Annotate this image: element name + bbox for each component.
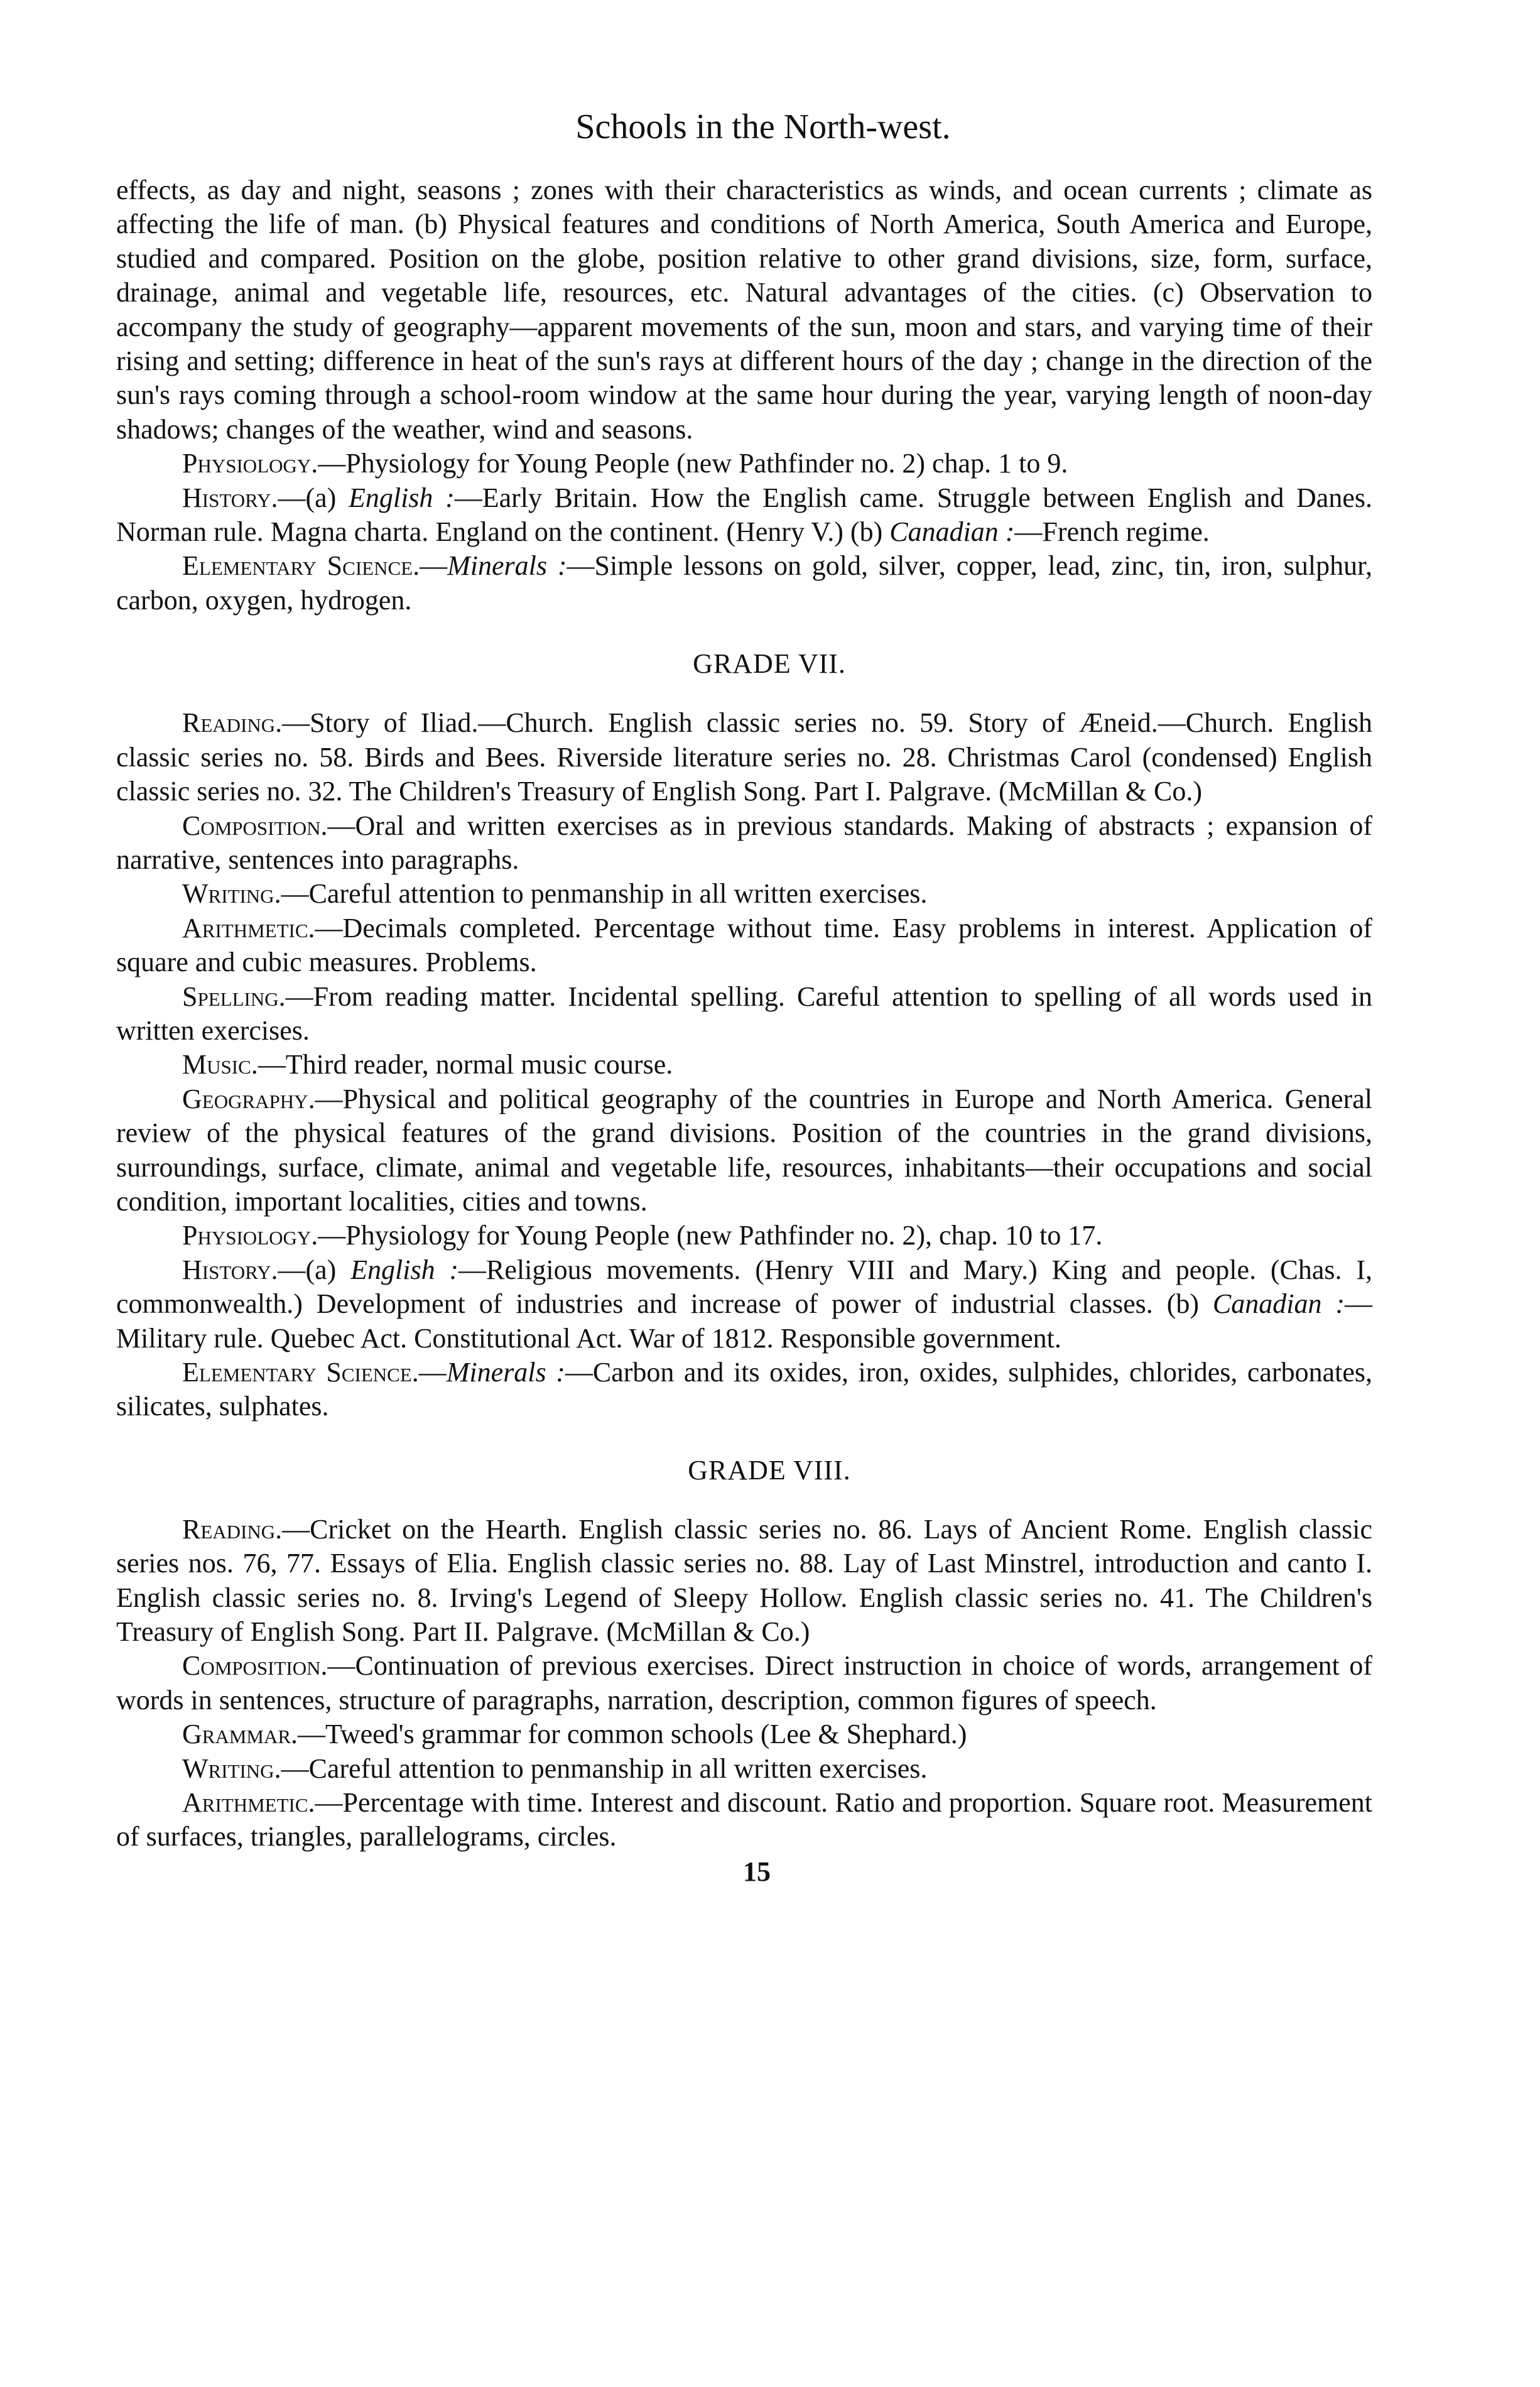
grade7-science: Elementary Science.—Minerals :—Carbon and its oxides, iron, oxides, sulphides, chlorides, carbonates, silicates, sulphates. xyxy=(116,1357,1372,1422)
grade-vii-heading: GRADE VII. xyxy=(693,648,846,680)
grade7-physiology: Physiology.—Physiology for Young People (new Pathfinder no. 2), chap. 10 to 17. xyxy=(182,1220,1103,1251)
subject-label: History. xyxy=(182,482,278,513)
subject-label: Reading. xyxy=(182,707,283,739)
grade7-reading: Reading.—Story of Iliad.—Church. English classic series no. 59. Story of Æneid.—Church. English classic series no. 58. Birds and Bees. Riverside literature series no. 28. Christmas Carol (condensed) English classic series no. 32. The Children's Treasury of English Song. Part I. Palgrave. (McMillan & Co.) xyxy=(116,707,1372,807)
subject-label: Composition. xyxy=(182,810,328,841)
subject-label: History. xyxy=(182,1254,278,1285)
subject-label: Music. xyxy=(182,1049,258,1080)
subject-label: Physiology. xyxy=(182,448,318,479)
subject-label: Physiology. xyxy=(182,1220,318,1251)
grade8-composition: Composition.—Continuation of previous exercises. Direct instruction in choice of words, arrangement of words in sentences, structure of paragraphs, narration, description, common figures of speech. xyxy=(116,1650,1372,1715)
grade7-spelling: Spelling.—From reading matter. Incidental spelling. Careful attention to spelling of all words used in written exercises. xyxy=(116,981,1372,1046)
grade7-writing: Writing.—Careful attention to penmanship in all written exercises. xyxy=(182,878,928,910)
grade6-history: History.—(a) English :—Early Britain. How the English came. Struggle between English and Danes. Norman rule. Magna charta. England on the continent. (Henry V.) (b) Canadian :—French regime. xyxy=(116,482,1372,548)
grade-viii-heading: GRADE VIII. xyxy=(688,1454,851,1486)
grade8-writing: Writing.—Careful attention to penmanship in all written exercises. xyxy=(182,1753,928,1784)
grade7-arithmetic: Arithmetic.—Decimals completed. Percentage without time. Easy problems in interest. Application of square and cubic measures. Problems. xyxy=(116,912,1372,978)
grade8-grammar: Grammar.—Tweed's grammar for common schools (Lee & Shephard.) xyxy=(182,1719,967,1750)
subject-label: Arithmetic. xyxy=(182,1787,315,1819)
running-head: Schools in the North-west. xyxy=(575,107,951,146)
subject-label: Writing. xyxy=(182,878,281,910)
grade8-arithmetic: Arithmetic.—Percentage with time. Interest and discount. Ratio and proportion. Square root. Measurement of surfaces, triangles, parallelograms, circles. xyxy=(116,1787,1372,1852)
subject-label: Geography. xyxy=(182,1083,315,1114)
grade7-composition: Composition.—Oral and written exercises as in previous standards. Making of abstracts ; expansion of narrative, sentences into paragraphs. xyxy=(116,810,1372,875)
grade6-physiology: Physiology.—Physiology for Young People (new Pathfinder no. 2) chap. 1 to 9. xyxy=(182,448,1068,479)
subject-label: Spelling. xyxy=(182,981,286,1012)
subject-label: Grammar. xyxy=(182,1719,298,1750)
geography-continuation: effects, as day and night, seasons ; zones with their characteristics as winds, and ocean currents ; climate as affecting the life of man. (b) Physical features and conditions of North America, South America and Europe, studied and compared. Position on the globe, position relative to other grand divisions, size, form, surface, drainage, animal and vegetable life, resources, etc. Natural advantages of the cities. (c) Observation to accompany the study of geography—apparent movements of the sun, moon and stars, and varying time of their rising and setting; difference in heat of the sun's rays at different hours of the day ; change in the direction of the sun's rays coming through a school-room window at the same hour during the year, varying length of noon-day shadows; changes of the weather, wind and seasons. xyxy=(116,175,1372,445)
grade8-reading: Reading.—Cricket on the Hearth. English classic series no. 86. Lays of Ancient Rome. English classic series nos. 76, 77. Essays of Elia. English classic series no. 88. Lay of Last Minstrel, introduction and canto I. English classic series no. 8. Irving's Legend of Sleepy Hollow. English classic series no. 41. The Children's Treasury of English Song. Part II. Palgrave. (McMillan & Co.) xyxy=(116,1513,1372,1648)
grade7-geography: Geography.—Physical and political geography of the countries in Europe and North America. General review of the physical features of the grand divisions. Position of the countries in the grand divisions, surroundings, surface, climate, animal and vegetable life, resources, inhabitants—their occupations and social condition, important localities, cities and towns. xyxy=(116,1083,1372,1217)
grade7-music: Music.—Third reader, normal music course. xyxy=(182,1049,673,1080)
page-number: 15 xyxy=(743,1856,771,1887)
subject-label: Composition. xyxy=(182,1650,328,1682)
grade6-science: Elementary Science.—Minerals :—Simple lessons on gold, silver, copper, lead, zinc, tin, iron, sulphur, carbon, oxygen, hydrogen. xyxy=(116,550,1372,616)
subject-label: Elementary Science. xyxy=(182,550,420,582)
subject-label: Writing. xyxy=(182,1753,281,1784)
subject-label: Arithmetic. xyxy=(182,912,315,943)
subject-label: Reading. xyxy=(182,1513,283,1545)
subject-label: Elementary Science. xyxy=(182,1357,419,1388)
document-page xyxy=(116,107,1372,1888)
grade7-history: History.—(a) English :—Religious movements. (Henry VIII and Mary.) King and people. (Chas. I, commonwealth.) Development of industries and increase of power of industrial classes. (b) Canadian :—Military rule. Quebec Act. Constitutional Act. War of 1812. Responsible government. xyxy=(116,1254,1372,1354)
